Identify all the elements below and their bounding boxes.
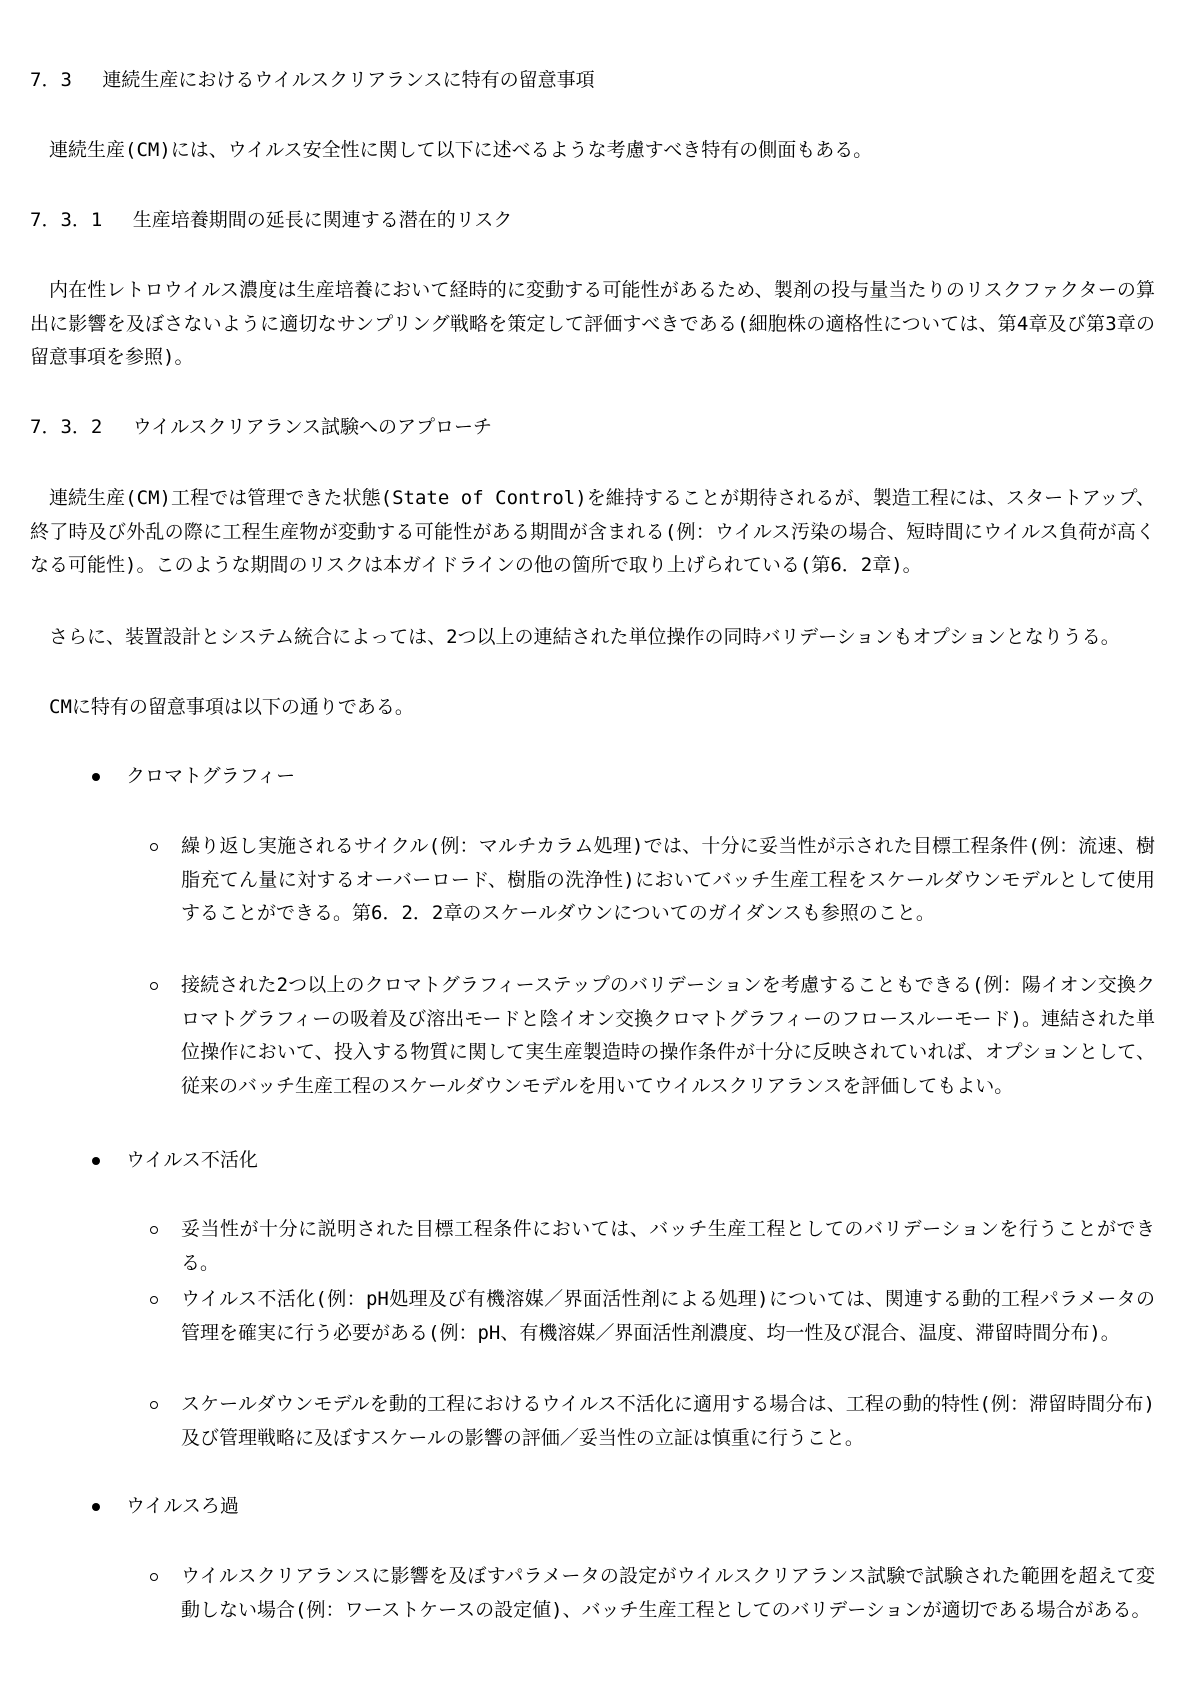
bullet-label: ウイルス不活化: [126, 1149, 258, 1171]
bullet-icon: [92, 773, 100, 781]
bullet-label: ウイルスろ過: [126, 1495, 239, 1517]
section-intro: 連続生産(CM)には、ウイルス安全性に関して以下に述べるような考慮すべき特有の側面もある。: [49, 139, 873, 161]
subsection-text-7-3-1: 内在性レトロウイルス濃度は生産培養において経時的に変動する可能性があるため、製剤の投与量当たりのリスクファクターの算出に影響を及ぼさないように適切なサンプリング戦略を策定して評価すべきである(細胞株の適格性については、第4章及び第3章の留意事項を参照)。: [30, 279, 1155, 368]
paragraph: CMに特有の留意事項は以下の通りである。: [49, 696, 414, 718]
sub-bullet-icon: [150, 1296, 158, 1304]
list-item: ウイルスクリアランスに影響を及ぼすパラメータの設定がウイルスクリアランス試験で試験された範囲を超えて変動しない場合(例：ワーストケースの設定値)、バッチ生産工程としてのバリデーションが適切である場合がある。: [181, 1565, 1155, 1621]
list-item: 妥当性が十分に説明された目標工程条件においては、バッチ生産工程としてのバリデーションを行うことができる。: [181, 1218, 1155, 1274]
sub-bullet-icon: [150, 843, 158, 851]
bullet-icon: [92, 1157, 100, 1165]
sub-bullet-icon: [150, 982, 158, 990]
list-item: 接続された2つ以上のクロマトグラフィーステップのバリデーションを考慮することもできる(例：陽イオン交換クロマトグラフィーの吸着及び溶出モードと陰イオン交換クロマトグラフィーのフロースルーモード)。連結された単位操作において、投入する物質に関して実生産製造時の操作条件が十分に反映されていれば、オプションとして、従来のバッチ生産工程のスケールダウンモデルを用いてウイルスクリアランスを評価してもよい。: [181, 974, 1155, 1097]
sub-bullet-icon: [150, 1226, 158, 1234]
paragraph: 連続生産(CM)工程では管理できた状態(State of Control)を維持することが期待されるが、製造工程には、スタートアップ、終了時及び外乱の際に工程生産物が変動する可能性がある期間が含まれる(例：ウイルス汚染の場合、短時間にウイルス負荷が高くなる可能性)。このような期間のリスクは本ガイドラインの他の箇所で取り上げられている(第6．2章)。: [30, 487, 1155, 576]
paragraph: さらに、装置設計とシステム統合によっては、2つ以上の連結された単位操作の同時バリデーションもオプションとなりうる。: [49, 626, 1120, 648]
section-heading: 7．3 連続生産におけるウイルスクリアランスに特有の留意事項: [30, 69, 595, 91]
list-item: 繰り返し実施されるサイクル(例：マルチカラム処理)では、十分に妥当性が示された目標工程条件(例：流速、樹脂充てん量に対するオーバーロード、樹脂の洗浄性)においてバッチ生産工程をスケールダウンモデルとして使用することができる。第6．2．2章のスケールダウンについてのガイダンスも参照のこと。: [181, 835, 1155, 924]
subsection-heading-7-3-2: 7．3．2 ウイルスクリアランス試験へのアプローチ: [30, 416, 493, 438]
list-item: ウイルス不活化(例：pH処理及び有機溶媒／界面活性剤による処理)については、関連する動的工程パラメータの管理を確実に行う必要がある(例：pH、有機溶媒／界面活性剤濃度、均一性及び混合、温度、滞留時間分布)。: [181, 1288, 1155, 1344]
bullet-icon: [92, 1503, 100, 1511]
sub-bullet-icon: [150, 1573, 158, 1581]
list-item: スケールダウンモデルを動的工程におけるウイルス不活化に適用する場合は、工程の動的特性(例：滞留時間分布)及び管理戦略に及ぼすスケールの影響の評価／妥当性の立証は慎重に行うこと。: [181, 1393, 1155, 1449]
sub-bullet-icon: [150, 1401, 158, 1409]
bullet-label: クロマトグラフィー: [126, 765, 296, 787]
subsection-heading-7-3-1: 7．3．1 生産培養期間の延長に関連する潜在的リスク: [30, 209, 513, 231]
